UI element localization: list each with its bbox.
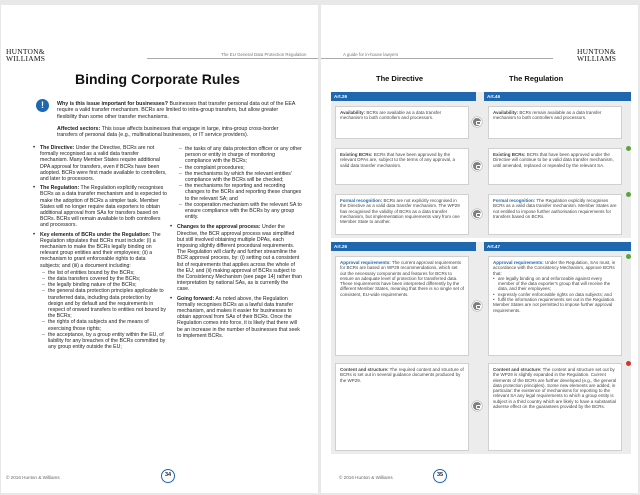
importance-text: Businesses that transfer personal data out of the EEA require a valid transfer mechanism. BCRs are limited to intra-group transfers, but allow greater flexibility than some other transfer mechanisms. bbox=[57, 101, 296, 120]
bullet-text: Under the Directive, the BCR approval process was simplified but still involved obtaining multiple DPAs, each imposing slightly different procedural requirements. The Regulation will clarify and further streamline the BCR approval process, by: (i) setting out a consistent list of requirements that applies across the whole of the EU; and (ii) making approval of BCRs subject to the Consistency Mechanism (see page 14) rather than interpretation by national SAs, as is currently the case. bbox=[177, 224, 302, 293]
equal-compare-icon bbox=[472, 161, 482, 171]
list-item: – the cooperation mechanism with the relevant SA to ensure compliance with the BCRs by any group entity. bbox=[177, 202, 302, 221]
box-heading: Existing BCRs: bbox=[493, 152, 526, 157]
positive-change-icon bbox=[626, 254, 631, 259]
key-elements-bullet bbox=[32, 232, 167, 351]
box-heading: Existing BCRs: bbox=[340, 152, 373, 157]
box-text: The Regulation explicitly recognises BCRs as a valid data transfer mechanism. Member States are not entitled to impose further authorisation requirements for transfers based on BCRs. bbox=[493, 198, 617, 219]
logo-line-2: WILLIAMS bbox=[577, 54, 617, 63]
list-item: • are legally binding on and enforceable against every member of the data exporter's group that will receive the data, and their employees; bbox=[493, 276, 617, 292]
sectors-text: This issue affects businesses that engage in large, intra-group cross-border transfers of personal data (e.g., multinational businesses, or IT service providers). bbox=[57, 126, 279, 139]
box-text: Under the Regulation, SAs must, in accordance with the Consistency Mechanism, approve BCRs that: bbox=[493, 260, 616, 276]
importance-heading: Why is this issue important for businesses? bbox=[57, 101, 168, 107]
box-heading: Approval requirements: bbox=[340, 260, 391, 265]
directive-article-bar: Art.26 bbox=[331, 92, 476, 101]
bullet-text: Under the Directive, BCRs are not formally recognised as a valid data transfer mechanism. Many Member States require additional DPA approval for transfers, even if BCRs have been adopted. BCRs were first made available to controllers, and later to processors. bbox=[40, 145, 167, 183]
positive-change-icon bbox=[626, 146, 631, 151]
header-rule bbox=[147, 58, 318, 59]
box-text: The content and structure set out by the WP29 is slightly expanded in the Regulation. Current elements of the BCRs are further developed (e.g., the general data protection principles). Some new elements are added, in particular: the existence of mechanisms for reporting to the relevant SA any legal requirements to which a group entity is subject in a third country which are likely to have a substantial adverse effect on the guarantees provided by the BCRs. bbox=[493, 367, 617, 410]
directive-content-structure-box bbox=[335, 363, 469, 451]
list-item: – the list of entities bound by the BCRs; bbox=[40, 270, 167, 276]
left-page bbox=[1, 5, 318, 493]
box-text: BCRs are not explicitly recognised in the Directive as a valid data transfer mechanism. The WP29 has recognised the validity of BCRs as a data transfer mechanism, but implementation requirements vary from one Member State to another. bbox=[340, 198, 460, 225]
bullet-heading: The Regulation: bbox=[40, 185, 80, 192]
box-heading: Content and structure: bbox=[340, 367, 389, 372]
list-item: – the rights of data subjects and the means of exercising those rights; bbox=[40, 319, 167, 331]
page-number: 34 bbox=[161, 469, 175, 483]
bullet-heading: Going forward: bbox=[177, 295, 215, 302]
header-rule bbox=[321, 58, 553, 59]
list-item: – the complaint procedures; bbox=[177, 165, 302, 171]
bullet-text: The Regulation stipulates that BCRs must include: (i) a mechanism to make the BCRs legally binding on relevant group entities and their employees; (ii) a mechanism to grant enforceable rights to data subjects; and (iii) a document including: bbox=[40, 231, 161, 269]
bullet-heading: Changes to the approval process: bbox=[177, 224, 261, 231]
equal-compare-icon bbox=[472, 117, 482, 127]
box-text: Member States are not permitted to impose further approval requirements. bbox=[493, 302, 613, 313]
approval-process-bullet bbox=[169, 224, 302, 292]
bullet-text: As noted above, the Regulation formally recognises BCRs as a lawful data transfer mechanism, and makes it easier for businesses to obtain approval from SAs of their BCRs. Once the Regulation comes into force, it is likely that there will be an increase in the number of businesses that seek to implement BCRs. bbox=[177, 295, 300, 339]
footer-copyright: © 2016 Hunton & Williams bbox=[6, 475, 60, 480]
box-text: The current approval requirements for BCRs are based on WP29 recommendations, which set out the necessary components and features for BCRs to ensure an adequate level of protection for transferred data. These requirements have been interpreted differently by the different Member States, meaning that there is no single set of consistent, EU-wide requirements. bbox=[340, 260, 464, 297]
regulation-content-structure-box bbox=[488, 363, 622, 451]
regulation-existing-bcrs-box bbox=[488, 148, 622, 185]
header-right-text: A guide for in-house lawyers bbox=[343, 52, 399, 57]
list-item: – the general data protection principles applicable to transferred data, including data protection by design and by default and the requirements in respect of onward transfers to entities not bound by the BCRs; bbox=[40, 288, 167, 319]
bullet-heading: The Directive: bbox=[40, 145, 75, 151]
directive-article-bar: Art.26 bbox=[331, 242, 476, 251]
list-item: • fulfil the information requirements set out in the Regulation. bbox=[493, 297, 617, 302]
regulation-column-heading: The Regulation bbox=[509, 74, 564, 83]
box-heading: Availability: bbox=[340, 110, 366, 115]
sectors-paragraph bbox=[57, 126, 297, 139]
list-item: • expressly confer enforceable rights on data subjects; and bbox=[493, 292, 617, 297]
list-item: – the mechanisms by which the relevant entities' compliance with the BCRs will be checked; bbox=[177, 171, 302, 183]
list-item: – the acceptance, by a group entity within the EU, of liability for any breaches of the BCRs committed by any group entity outside the EU; bbox=[40, 332, 167, 351]
page-title: Binding Corporate Rules bbox=[75, 71, 240, 87]
hunton-williams-logo bbox=[6, 48, 45, 62]
regulation-article-bar: Art.47 bbox=[484, 242, 631, 251]
box-text: BCRs are available as a data transfer mechanism to both controllers and processors. bbox=[340, 110, 442, 121]
box-heading: Approval requirements: bbox=[493, 260, 544, 265]
hunton-williams-logo bbox=[577, 48, 616, 62]
box-heading: Content and structure: bbox=[493, 367, 542, 372]
list-item: – the legally binding nature of the BCRs; bbox=[40, 282, 167, 288]
list-item: – the tasks of any data protection officer or any other person or entity in charge of monitoring compliance with the BCRs; bbox=[177, 146, 302, 165]
directive-column-heading: The Directive bbox=[376, 74, 424, 83]
box-text: BCRs remain available as a data transfer mechanism to both controllers and processors. bbox=[493, 110, 602, 121]
regulation-formal-recognition-box bbox=[488, 194, 622, 235]
logo-line-1: HUNTON& bbox=[6, 47, 45, 56]
change-compare-icon bbox=[472, 209, 482, 219]
box-text: The required content and structure of BCRs is set out in several guidance documents produced by the WP29. bbox=[340, 367, 464, 383]
negative-change-icon bbox=[626, 361, 631, 366]
list-item: – the data transfers covered by the BCRs; bbox=[40, 276, 167, 282]
regulation-approval-requirements-box bbox=[488, 256, 622, 356]
box-heading: Availability: bbox=[493, 110, 519, 115]
change-compare-icon bbox=[472, 401, 482, 411]
regulation-article-bar: Art.46 bbox=[484, 92, 631, 101]
importance-paragraph bbox=[57, 101, 297, 120]
box-heading: Formal recognition: bbox=[493, 198, 536, 203]
directive-formal-recognition-box bbox=[335, 194, 469, 235]
box-heading: Formal recognition: bbox=[340, 198, 383, 203]
page-number: 35 bbox=[433, 469, 447, 483]
box-text: BCRs that have been approved by the relevant DPAs are, subject to the terms of any approval, a valid data transfer mechanism. bbox=[340, 152, 455, 168]
header-left-text: The EU General Data Protection Regulation bbox=[221, 52, 307, 57]
list-item: – the mechanisms for reporting and recording changes to the BCRs and reporting these changes to the relevant SA; and bbox=[177, 183, 302, 202]
right-page bbox=[321, 5, 638, 493]
footer-copyright: © 2016 Hunton & Williams bbox=[339, 475, 393, 480]
directive-bullet bbox=[32, 145, 167, 182]
going-forward-bullet bbox=[169, 296, 302, 339]
positive-change-icon bbox=[626, 192, 631, 197]
bullet-heading: Key elements of BCRs under the Regulation: bbox=[40, 231, 151, 238]
left-column bbox=[32, 145, 167, 354]
directive-availability-box bbox=[335, 106, 469, 139]
exclamation-icon: ! bbox=[36, 99, 49, 112]
middle-column bbox=[169, 145, 302, 342]
directive-existing-bcrs-box bbox=[335, 148, 469, 185]
logo-line-2: WILLIAMS bbox=[6, 54, 46, 63]
bullet-text: The Regulation explicitly recognises BCRs as a data transfer mechanism and is expected to make the adoption of BCRs a simpler task. Member States will no longer require data exporters to obtain additional approval from SAs for transfers based on BCRs. BCRs will remain available to both controllers and processors. bbox=[40, 185, 167, 229]
regulation-availability-box bbox=[488, 106, 622, 139]
directive-approval-requirements-box bbox=[335, 256, 469, 356]
sectors-heading: Affected sectors: bbox=[57, 126, 101, 132]
box-text: BCRs that have been approved under the Directive will continue to be a valid data transfer mechanism, until amended, replaced or repealed by the relevant SA. bbox=[493, 152, 614, 168]
regulation-bullet bbox=[32, 185, 167, 228]
change-compare-icon bbox=[472, 301, 482, 311]
logo-line-1: HUNTON& bbox=[577, 47, 616, 56]
